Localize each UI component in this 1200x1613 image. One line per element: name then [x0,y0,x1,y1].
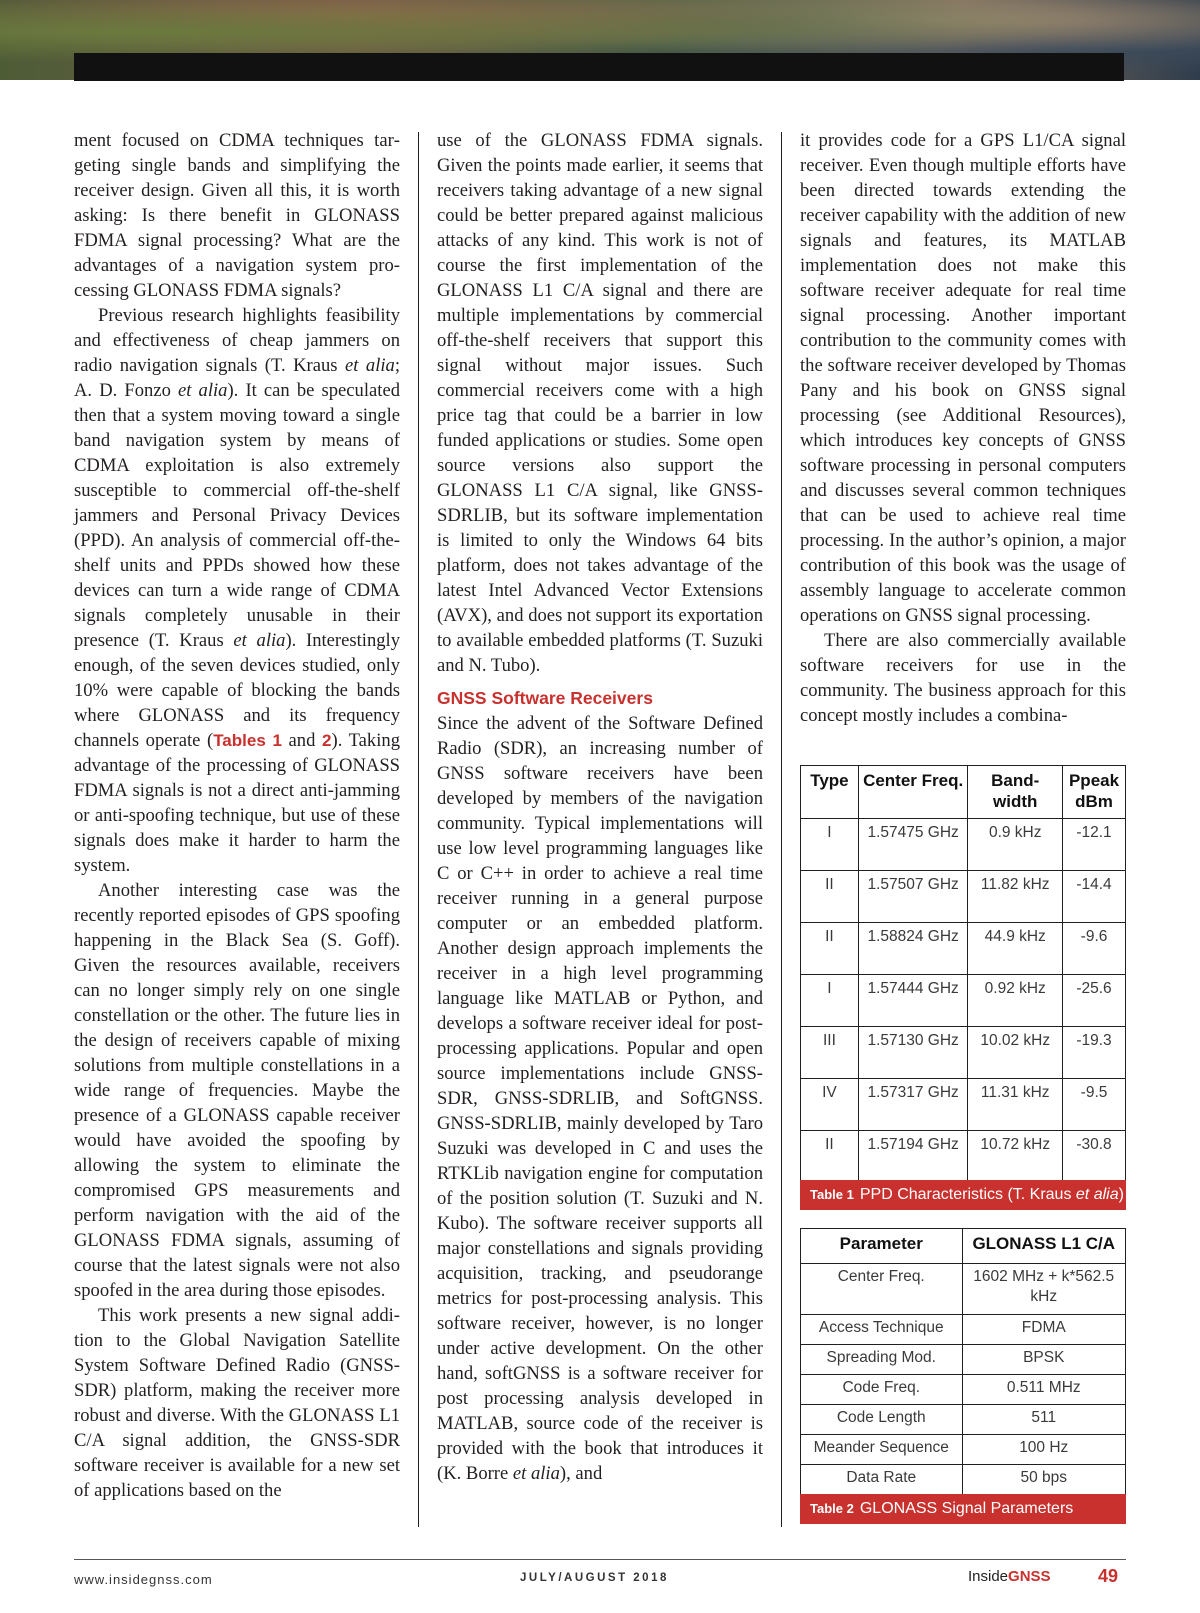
table-row [801,819,1126,871]
table-cell: 0.92 kHz [968,975,1063,1027]
table-cell: Center Freq. [801,1264,963,1315]
table-cell: 1.58824 GHz [858,923,968,975]
table-row [801,1131,1126,1183]
table-header-row [801,766,1126,819]
column-header: Ppeak dBm [1063,766,1126,819]
footer-website-link[interactable]: www.insidegnss.com [74,1572,213,1587]
table-row [801,1405,1126,1435]
table-ppd-characteristics [800,765,1126,1183]
table-cell: 10.02 kHz [968,1027,1063,1079]
table-cell: 0.9 kHz [968,819,1063,871]
table-reference-link[interactable]: Tables 1 [213,731,282,750]
column-header: Parameter [801,1229,963,1264]
table-cell: Data Rate [801,1465,963,1495]
table-cell: IV [801,1079,859,1131]
paragraph: it provides code for a GPS L1/CA signal receiver. Even though multiple efforts have been directed towards extending the receiver capability with the addition of new signals and features, its MATLAB implementation does not make this software receiver adequate for real time signal processing. Another important contribution to the community comes with the software receiver developed by Thomas Pany and his book on GNSS signal processing (see Additional Resources), which introduces key concepts of GNSS software processing in personal computers and discusses several common techniques that can be used to achieve real time processing. In the author’s opinion, a major contribution of this book was the usage of assembly language to accelerate common operations on GNSS signal processing. [800,130,1126,626]
footer-issue-date: JULY/AUGUST 2018 [520,1572,669,1584]
table-cell: 11.82 kHz [968,871,1063,923]
table-cell: -14.4 [1063,871,1126,923]
table-cell: Code Length [801,1405,963,1435]
footer-brand-logo: InsideGNSS [968,1568,1051,1585]
table-1-caption: Table 1 PPD Characteristics (T. Kraus et alia) [800,1180,1126,1210]
table-cell: 1.57507 GHz [858,871,968,923]
paragraph: ment focused on CDMA techniques targeting single bands and simplifying the receiver design. Given all this, it is worth asking: Is there benefit in GLONASS FDMA signal processing? What are the advantages of a navigation system processing GLONASS FDMA signals? [74,130,400,301]
column-divider [781,132,782,1527]
table-row [801,1315,1126,1345]
caption-label: Table 1 [810,1187,854,1202]
table-cell: 0.511 MHz [962,1375,1126,1405]
table-row [801,1345,1126,1375]
column-header: GLONASS L1 C/A [962,1229,1126,1264]
table-row [801,871,1126,923]
table-row [801,1027,1126,1079]
article-column-1 [74,128,400,1528]
table-cell: -19.3 [1063,1027,1126,1079]
paragraph: Since the advent of the Software Defined Radio (SDR), an increasing number of GNSS software receivers have been developed by members of the navigation community. Typical implementations will use low level programming languages like C or C++ in order to achieve a real time receiver running in a general purpose computer or an embedded platform. Another design approach implements the receiver in a high level programming language like MATLAB or Python, and develops a software receiver ideal for post-processing applications. Popular and open source implementations include GNSS-SDR, GNSS-SDRLIB, and SoftGNSS. GNSS-SDRLIB, mainly developed by Taro Suzuki was developed in C and uses the RTKLib navigation engine for computation of the position solution (T. Suzuki and N. Kubo). The software receiver supports all major constellations and signals providing acquisition, tracking, and pseudorange metrics for post-processing analysis. This software receiver, however, is no longer under active development. On the other hand, softGNSS is a software receiver for post processing analysis developed in MATLAB, source code of the receiver is provided with the book that introduces it (K. Borre et alia), and [437,713,763,1484]
table-2-caption: Table 2 GLONASS Signal Parameters [800,1494,1126,1524]
paragraph: Another interesting case was the recently reported episodes of GPS spoofing happening in the Black Sea (S. Goff). Given the resources available, receivers can no longer simply rely on one single constellation or the other. The future lies in the design of receivers capable of mixing solutions from multiple constellations in a wide range of frequencies. Maybe the presence of a GLONASS capable receiver would have avoided the spoofing by allowing the system to eliminate the compromised GPS measurements and perform navigation with the aid of the GLONASS FDMA signals, assuming of course that the latest signals were not also spoofed in the area during those episodes. [74,880,400,1301]
table-cell: III [801,1027,859,1079]
table-cell: -30.8 [1063,1131,1126,1183]
header-bar [74,53,1124,81]
table-cell: 1602 MHz + k*562.5 kHz [962,1264,1126,1315]
table-cell: -12.1 [1063,819,1126,871]
table-row [801,923,1126,975]
column-header: Band-width [968,766,1063,819]
table-cell: II [801,871,859,923]
table-cell: 1.57317 GHz [858,1079,968,1131]
table-cell: Meander Sequence [801,1435,963,1465]
table-cell: 11.31 kHz [968,1079,1063,1131]
table-cell: FDMA [962,1315,1126,1345]
column-header: Type [801,766,859,819]
table-cell: -25.6 [1063,975,1126,1027]
table-cell: 1.57444 GHz [858,975,968,1027]
table-cell: Access Technique [801,1315,963,1345]
table-header-row [801,1229,1126,1264]
table-cell: I [801,819,859,871]
table-row [801,1264,1126,1315]
paragraph: Previous research highlights feasibility and effectiveness of cheap jammers on radio navigation signals (T. Kraus et alia; A. D. Fonzo et alia). It can be speculated then that a system moving toward a single band navigation system by means of CDMA exploitation is also extremely susceptible to commercial off-the-shelf jammers and Personal Privacy Devices (PPD). An analysis of commercial off-the-shelf units and PPDs showed how these devices can turn a wide range of CDMA signals completely unusable in their presence (T. Kraus et alia). Interestingly enough, of the seven devices studied, only 10% were capable of blocking the bands where GLONASS and its frequency channels operate (Tables 1 and 2). Taking advantage of the processing of GLONASS FDMA signals is not a direct anti-jamming or anti-spoofing technique, but use of these signals does make it harder to harm the system. [74,305,401,876]
article-column-2 [437,128,763,1528]
table-cell: 1.57194 GHz [858,1131,968,1183]
table-row [801,1435,1126,1465]
table-cell: -9.5 [1063,1079,1126,1131]
table-cell: 44.9 kHz [968,923,1063,975]
page-number: 49 [1098,1566,1119,1586]
table-cell: BPSK [962,1345,1126,1375]
section-heading: GNSS Software Receivers [437,688,653,708]
table-cell: -9.6 [1063,923,1126,975]
table-cell: II [801,1131,859,1183]
table-cell: 1.57130 GHz [858,1027,968,1079]
table-cell: 1.57475 GHz [858,819,968,871]
table-cell: I [801,975,859,1027]
table-row [801,975,1126,1027]
footer-divider [74,1559,1126,1560]
table-row [801,1079,1126,1131]
caption-label: Table 2 [810,1501,854,1516]
table-cell: 511 [962,1405,1126,1435]
table-cell: 10.72 kHz [968,1131,1063,1183]
paragraph: There are also commercially available software receivers for use in the community. The business approach for this concept mostly includes a combina- [800,630,1126,726]
table-cell: 100 Hz [962,1435,1126,1465]
column-divider [418,132,419,1527]
paragraph: This work presents a new signal addition to the Global Navigation Satellite System Software Defined Radio (GNSS-SDR) platform, making the receiver more robust and diverse. With the GLONASS L1 C/A signal addition, the GNSS-SDR software receiver is available for a new set of applications based on the [74,1305,400,1501]
table-row [801,1375,1126,1405]
table-glonass-signal-parameters [800,1228,1126,1495]
column-header: Center Freq. [858,766,968,819]
table-cell: II [801,923,859,975]
table-reference-link[interactable]: 2 [322,731,332,750]
table-cell: Spreading Mod. [801,1345,963,1375]
table-cell: 50 bps [962,1465,1126,1495]
table-cell: Code Freq. [801,1375,963,1405]
table-row [801,1465,1126,1495]
paragraph: use of the GLONASS FDMA signals. Given the points made earlier, it seems that receivers taking advantage of a new signal could be better prepared against malicious attacks of any kind. This work is not of course the first implementation of the GLONASS L1 C/A signal and there are multiple implementations by commercial off-the-shelf receivers that support this signal without major issues. Such commercial receivers come with a high price tag that could be a barrier in low funded applications or studies. Some open source versions also support the GLONASS L1 C/A signal, like GNSS-SDRLIB, but its software implementation is limited to only the Windows 64 bits platform, does not takes advantage of the latest Intel Advanced Vector Extensions (AVX), and does not support its exportation to available embedded platforms (T. Suzuki and N. Tubo). [437,130,763,676]
